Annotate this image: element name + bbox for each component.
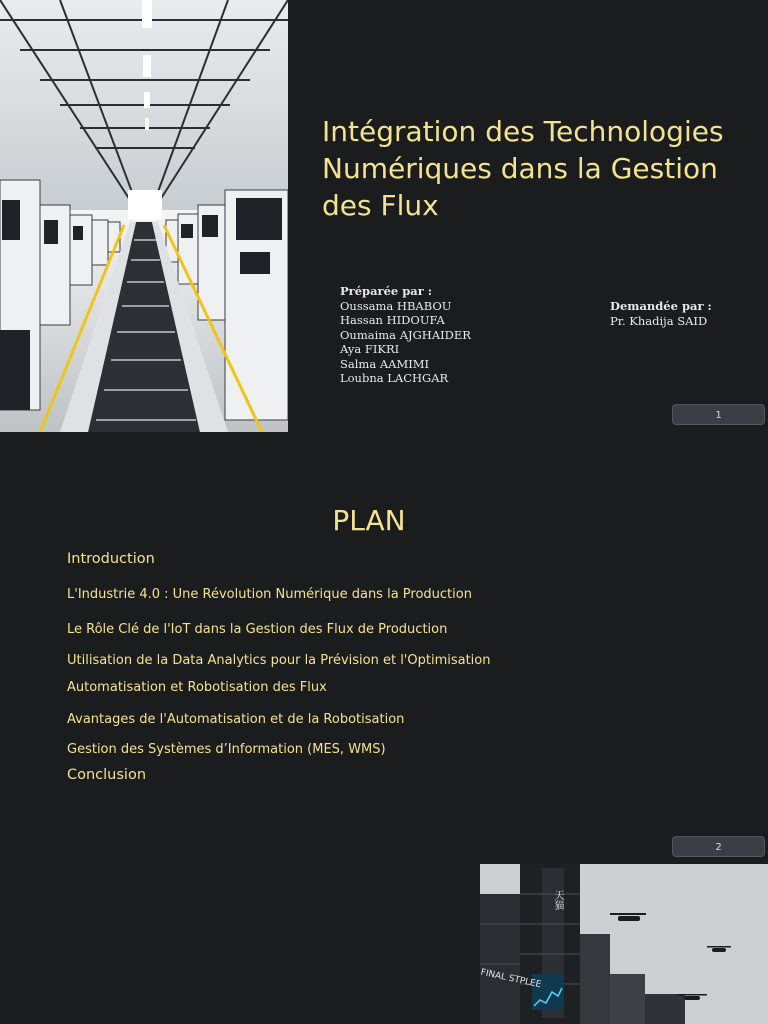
page-number-badge: 1 — [672, 404, 765, 425]
author-name: Salma AAMIMI — [340, 356, 430, 371]
plan-item-iot: Le Rôle Clé de l'IoT dans la Gestion des Flux de Production — [67, 622, 448, 637]
author-name: Oussama HBABOU — [340, 298, 452, 313]
page-number-badge: 2 — [672, 836, 765, 857]
slide-title — [0, 0, 768, 432]
prepared-by-block — [340, 284, 471, 386]
slide-plan — [0, 432, 768, 864]
requested-by-block — [610, 299, 712, 329]
supervisor-name: Pr. Khadija SAID — [610, 314, 708, 328]
plan-title: PLAN — [332, 504, 406, 537]
plan-item-data-analytics: Utilisation de la Data Analytics pour la Prévision et l'Optimisation — [67, 653, 491, 668]
plan-item-introduction: Introduction — [67, 551, 155, 567]
requested-by-label: Demandée par : — [610, 299, 712, 313]
author-name: Aya FIKRI — [340, 342, 400, 356]
prepared-by-label: Préparée par : — [340, 284, 433, 298]
factory-image — [0, 0, 288, 432]
plan-item-industrie-4: L'Industrie 4.0 : Une Révolution Numérique dans la Production — [67, 587, 472, 602]
author-name: Loubna LACHGAR — [340, 371, 449, 385]
plan-item-mes-wms: Gestion des Systèmes d’Information (MES, WMS) — [67, 742, 386, 757]
author-name: Oumaima AJGHAIDER — [340, 327, 471, 342]
tower-sign-text: 天猫 — [552, 890, 563, 910]
plan-item-automatisation: Automatisation et Robotisation des Flux — [67, 680, 327, 695]
plan-item-avantages: Avantages de l'Automatisation et de la Robotisation — [67, 712, 405, 727]
author-name: Hassan HIDOUFA — [340, 313, 445, 327]
city-drones-image — [480, 864, 768, 1024]
street-sign-text: FINAL STPLEE — [480, 967, 542, 991]
slide-next-partial — [0, 864, 768, 1024]
plan-item-conclusion: Conclusion — [67, 767, 147, 783]
presentation-title: Intégration des Technologies Numériques dans la Gestion des Flux — [322, 115, 724, 222]
